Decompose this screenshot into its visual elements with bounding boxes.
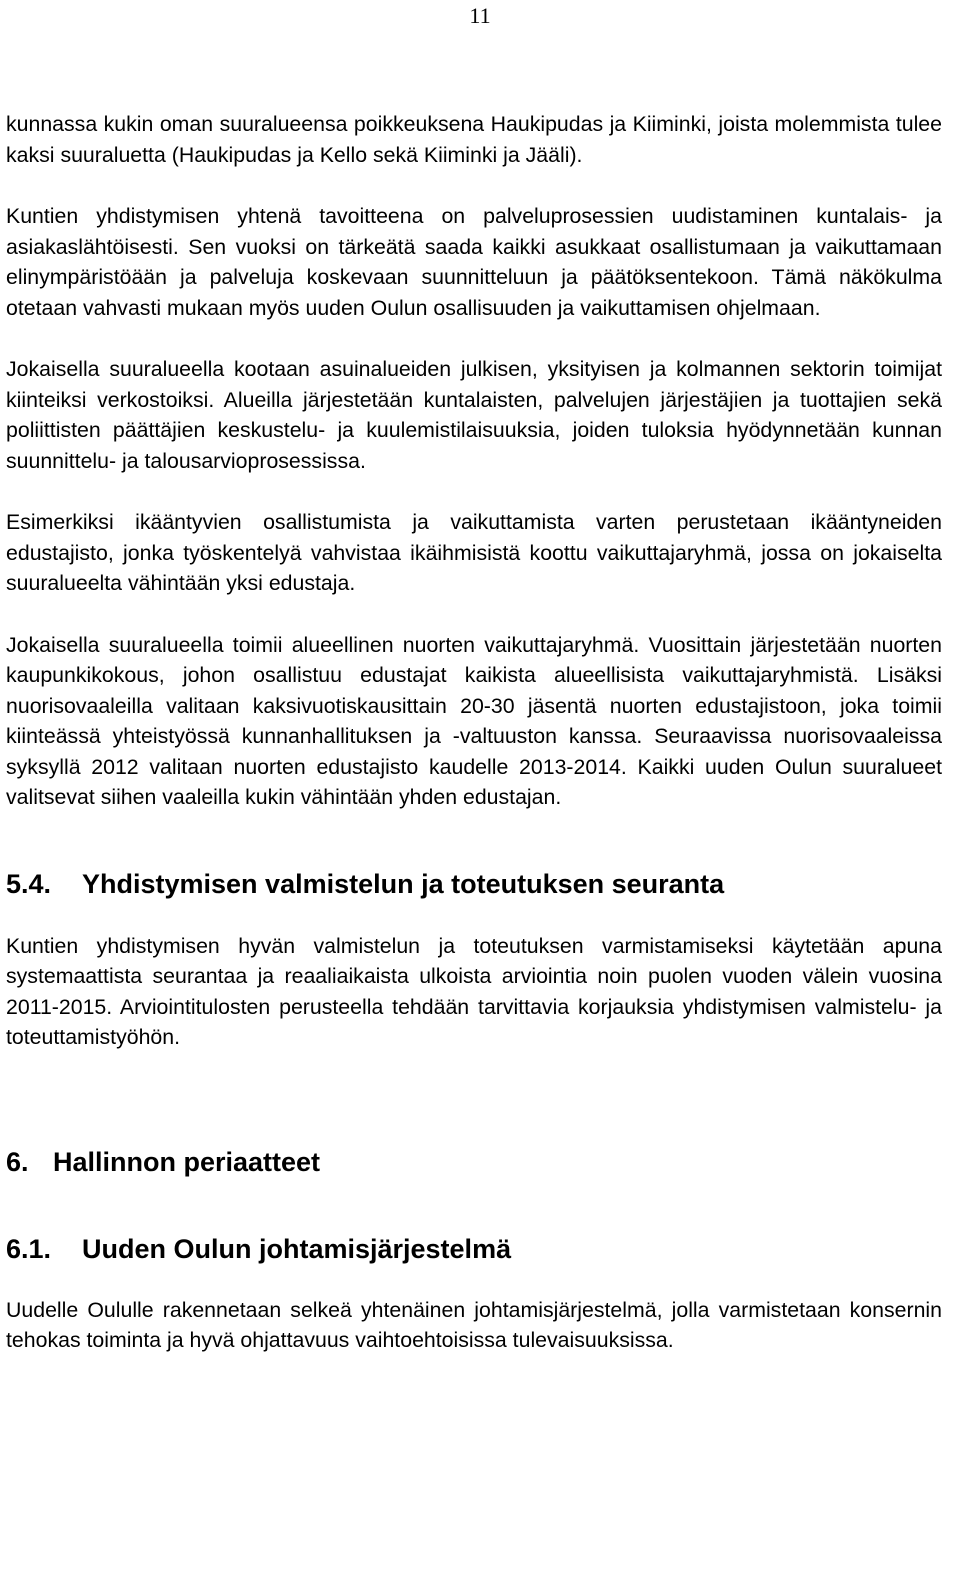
section-heading-5-4 — [6, 867, 942, 901]
paragraph-suuralueet: kunnassa kukin oman suuralueensa poikkeuksena Haukipudas ja Kiiminki, joista molemmista tulee kaksi suuraluetta (Haukipudas ja Kello sekä Kiiminki ja Jääli). — [6, 112, 942, 167]
section-title-5-4: Yhdistymisen valmistelun ja toteutuksen seuranta — [82, 868, 725, 899]
section-title-6: Hallinnon periaatteet — [53, 1146, 321, 1177]
section-number-6-1: 6.1. — [6, 1233, 52, 1264]
page-number: 11 — [469, 3, 491, 28]
paragraph-johtamisjarjestelma: Uudelle Oululle rakennetaan selkeä yhtenäinen johtamisjärjestelmä, jolla varmistetaan konsernin tehokas toiminta ja hyvä ohjattavuus vaihtoehtoisissa tulevaisuuksissa. — [6, 1297, 942, 1352]
section-heading-6-1 — [6, 1232, 942, 1266]
section-heading-6 — [6, 1145, 942, 1179]
paragraph-palveluprosessit: Kuntien yhdistymisen yhtenä tavoitteena on palveluprosessien uudistaminen kuntalais- ja asiakaslähtöisesti. Sen vuoksi on tärkeätä saada kaikki asukkaat osallistumaan ja vaikuttamaan elinympäristöään ja palveluja koskevaan suunnitteluun ja päätöksentekoon. Tämä näkökulma otetaan vahvasti mukaan myös uuden Oulun osallisuuden ja vaikuttamisen ohjelmaan. — [6, 204, 942, 320]
section-number-6: 6. — [6, 1146, 29, 1177]
document-body — [6, 109, 942, 1356]
paragraph-ikaantyneet: Esimerkiksi ikääntyvien osallistumista ja vaikuttamista varten perustetaan ikääntyneiden edustajisto, jonka työskentelyä vahvistaa ikäihmisistä koottu vaikuttajaryhmä, jossa on jokaiselta suuralueelta vähintään yksi edustaja. — [6, 510, 942, 595]
paragraph-seuranta: Kuntien yhdistymisen hyvän valmistelun ja toteutuksen varmistamiseksi käytetään apuna systemaattista seurantaa ja reaaliaikaista ulkoista arviointia noin puolen vuoden välein vuosina 2011-2015. Arviointitulosten perusteella tehdään tarvittavia korjauksia yhdistymisen valmistelu- ja toteuttamistyöhön. — [6, 933, 942, 1049]
section-title-6-1: Uuden Oulun johtamisjärjestelmä — [82, 1233, 512, 1264]
section-number-5-4: 5.4. — [6, 868, 52, 899]
paragraph-verkostot: Jokaisella suuralueella kootaan asuinalueiden julkisen, yksityisen ja kolmannen sektorin toimijat kiinteiksi verkostoiksi. Alueilla järjestetään kuntalaisten, palvelujen järjestäjien ja tuottajien sekä poliittisten päättäjien keskustelu- ja kuulemistilaisuuksia, joiden tuloksia hyödynnetään kunnan suunnittelu- ja talousarvioprosessissa. — [6, 357, 942, 473]
paragraph-nuoret: Jokaisella suuralueella toimii alueellinen nuorten vaikuttajaryhmä. Vuosittain järjestetään nuorten kaupunkikokous, johon osallistuu edustajat kaikista alueellisista vaikuttajaryhmistä. Lisäksi nuorisovaaleilla valitaan kaksivuotiskausittain 20-30 jäsentä nuorten edustajistoon, joka toimii kiinteässä yhteistyössä kunnanhallituksen ja -valtuuston kanssa. Seuraavissa nuorisovaaleissa syksyllä 2012 valitaan nuorten edustajisto kaudelle 2013-2014. Kaikki uuden Oulun suuralueet valitsevat siihen vaaleilla kukin vähintään yhden edustajan. — [6, 632, 942, 809]
